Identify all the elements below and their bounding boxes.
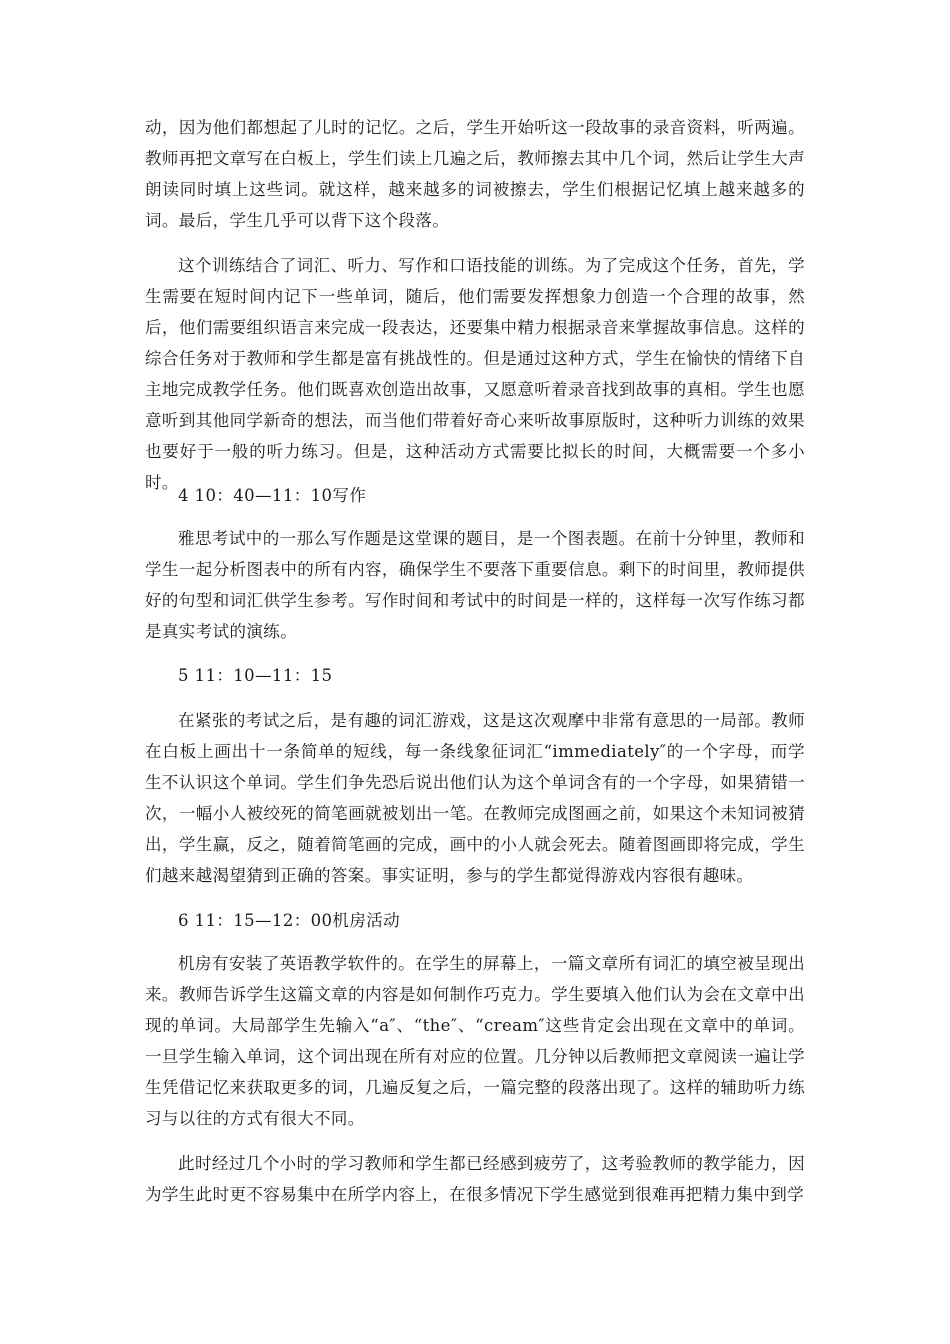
paragraph-story-recording: 动，因为他们都想起了儿时的记忆。之后，学生开始听这一段故事的录音资料，听两遍。教师再把文章写在白板上，学生们读上几遍之后，教师擦去其中几个词，然后让学生大声朗读同时填上这些词。就这样，越来越多的词被擦去，学生们根据记忆填上越来越多的词。最后，学生几乎可以背下这个段落。 xyxy=(145,118,805,230)
section-heading-writing: 4 10：40—11：10写作 xyxy=(178,486,367,505)
section-heading-vocab-game: 5 11：10—11：15 xyxy=(178,666,333,685)
paragraph-fatigue: 此时经过几个小时的学习教师和学生都已经感到疲劳了，这考验教师的教学能力，因为学生此时更不容易集中在所学内容上，在很多情况下学生感觉到很难再把精力集中到学 xyxy=(145,1154,805,1204)
paragraph-computer-lab: 机房有安装了英语教学软件的。在学生的屏幕上，一篇文章所有词汇的填空被呈现出来。教师告诉学生这篇文章的内容是如何制作巧克力。学生要填入他们认为会在文章中出现的单词。大局部学生先输入“a″、“the″、“cream″这些肯定会出现在文章中的单词。一旦学生输入单词，这个词出现在所有对应的位置。几分钟以后教师把文章阅读一遍让学生凭借记忆来获取更多的词，几遍反复之后，一篇完整的段落出现了。这样的辅助听力练习与以往的方式有很大不同。 xyxy=(145,954,805,1128)
paragraph-training-summary: 这个训练结合了词汇、听力、写作和口语技能的训练。为了完成这个任务，首先，学生需要在短时间内记下一些单词，随后，他们需要发挥想象力创造一个合理的故事，然后，他们需要组织语言来完成一段表达，还要集中精力根据录音来掌握故事信息。这样的综合任务对于教师和学生都是富有挑战性的。但是通过这种方式，学生在愉快的情绪下自主地完成教学任务。他们既喜欢创造出故事，又愿意听着录音找到故事的真相。学生也愿意听到其他同学新奇的想法，而当他们带着好奇心来听故事原版时，这种听力训练的效果也要好于一般的听力练习。但是，这种活动方式需要比拟长的时间，大概需要一个多小时。 xyxy=(145,256,805,492)
section-heading-computer-lab: 6 11：15—12：00机房活动 xyxy=(178,911,401,930)
paragraph-writing-task: 雅思考试中的一那么写作题是这堂课的题目，是一个图表题。在前十分钟里，教师和学生一起分析图表中的所有内容，确保学生不要落下重要信息。剩下的时间里，教师提供好的句型和词汇供学生参考。写作时间和考试中的时间是一样的，这样每一次写作练习都是真实考试的演练。 xyxy=(145,529,805,641)
paragraph-vocab-game: 在紧张的考试之后，是有趣的词汇游戏，这是这次观摩中非常有意思的一局部。教师在白板上画出十一条简单的短线，每一条线象征词汇“immediately″的一个字母，而学生不认识这个单词。学生们争先恐后说出他们认为这个单词含有的一个字母，如果猜错一次，一幅小人被绞死的简笔画就被划出一笔。在教师完成图画之前，如果这个未知词被猜出，学生赢，反之，随着简笔画的完成，画中的小人就会死去。随着图画即将完成，学生们越来越渴望猜到正确的答案。事实证明，参与的学生都觉得游戏内容很有趣味。 xyxy=(145,711,805,885)
